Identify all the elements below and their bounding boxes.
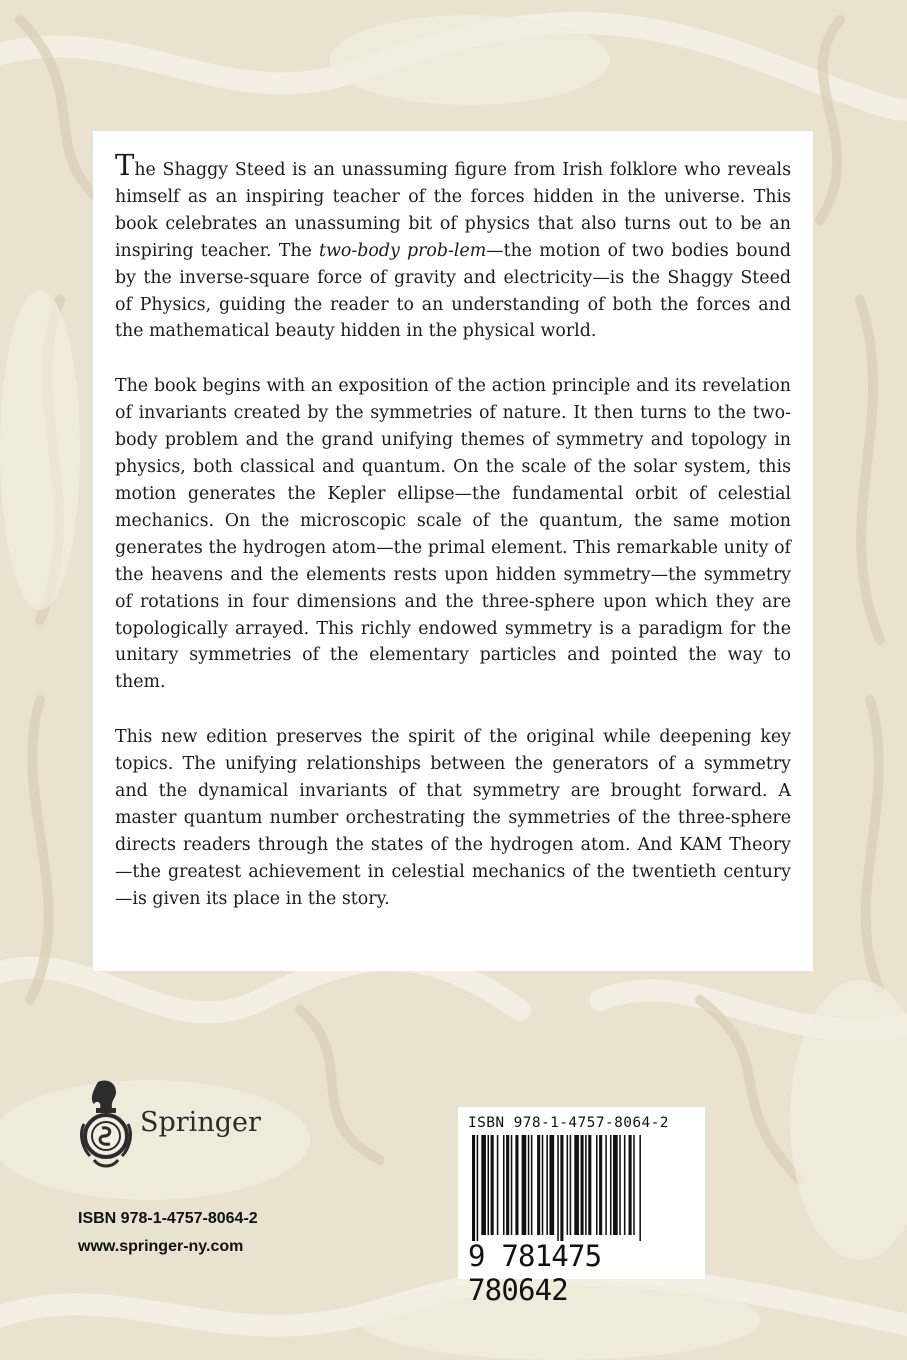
- barcode-bar: [619, 1135, 621, 1235]
- barcode-bar: [472, 1135, 475, 1241]
- barcode-bar: [596, 1135, 598, 1235]
- description-paragraph-2: The book begins with an exposition of the action principle and its revelation of invariants created by the symmetries of nature. It then turns to the two-body problem and the grand unifying themes of symmetry and topology in physics, both classical and quantum. On the scale of the solar system, this motion generates the Kepler ellipse—the fundamental orbit of celestial mechanics. On the microscopic scale of the quantum, the same motion generates the hydrogen atom—the primal element. This remarkable unity of the heavens and the elements rests upon hidden symmetry—the symmetry of rotations in four dimensions and the three-sphere upon which they are topologically arrayed. This richly endowed symmetry is a paradigm for the unitary symmetries of the elementary particles and pointed the way to them.: [115, 376, 791, 693]
- barcode-bar: [633, 1135, 635, 1235]
- barcode-bar: [624, 1135, 626, 1235]
- description-paragraph-3: This new edition preserves the spirit of the original while deepening key topics. The unifying relationships between the generators of a symmetry and the dynamical invariants of that symmetry are brought forward. A master quantum number orchestrating the symmetries of the three-sphere directs readers through the states of the hydrogen atom. And KAM Theory—the greatest achievement in celestial mechanics of the twentieth century—is given its place in the story.: [115, 727, 791, 909]
- barcode-bar: [581, 1135, 584, 1235]
- publisher-url: www.springer-ny.com: [78, 1238, 244, 1255]
- chess-knight-seal-icon: [76, 1078, 136, 1174]
- barcode-bar: [481, 1135, 486, 1235]
- barcode-bar: [506, 1135, 509, 1235]
- barcode-isbn-label: ISBN 978-1-4757-8064-2: [468, 1115, 669, 1131]
- description-panel: [93, 131, 813, 971]
- paragraph-1-italic-term: two-body prob-lem: [319, 240, 487, 261]
- barcode-bar: [522, 1135, 527, 1235]
- isbn-text: ISBN 978-1-4757-8064-2: [78, 1210, 258, 1227]
- barcode-bar: [610, 1135, 612, 1235]
- barcode-bar: [546, 1135, 548, 1235]
- barcode-bar: [557, 1135, 559, 1241]
- barcode-bar: [585, 1135, 587, 1235]
- barcode-digits: 9 781475 780642: [468, 1239, 602, 1307]
- barcode-bar: [503, 1135, 505, 1235]
- barcode-bar: [531, 1135, 533, 1235]
- barcode-bar: [570, 1135, 572, 1235]
- barcode-bar: [605, 1135, 607, 1235]
- barcode-bar: [629, 1135, 632, 1235]
- barcode-bar: [537, 1135, 540, 1235]
- paragraph-1-text-a: he Shaggy Steed is an unassuming figure from Irish folklore who reveals himself as an inspiring teacher of the forces hidden in the universe. This book celebrates an unassuming bit of physics that also turns out to be an inspiring teacher. The: [115, 160, 791, 261]
- barcode-panel: [458, 1107, 705, 1307]
- barcode-icon: [458, 1135, 705, 1241]
- barcode-bar: [560, 1135, 563, 1241]
- barcode-bar: [567, 1135, 569, 1235]
- paragraph-1-text-b: —the motion of two bodies bound by the inverse-square force of gravity and electricity—is the Shaggy Steed of Physics, guiding the reader to an understanding of both the forces and the mathematical beauty hidden in the physical world.: [115, 240, 792, 342]
- barcode-bar: [542, 1135, 544, 1235]
- publisher-name: Springer: [140, 1107, 261, 1138]
- barcode-bar: [613, 1135, 618, 1235]
- barcode-bar: [477, 1135, 479, 1241]
- barcode-bar: [488, 1135, 490, 1235]
- barcode-bar: [639, 1135, 641, 1241]
- barcode-bar: [588, 1135, 591, 1235]
- barcode-bar: [574, 1135, 579, 1235]
- barcode-bar: [491, 1135, 494, 1235]
- barcode-bar: [515, 1135, 518, 1235]
- drop-cap: T: [115, 148, 135, 182]
- barcode-bar: [550, 1135, 555, 1235]
- barcode-bar: [528, 1135, 530, 1235]
- description-paragraph-1: [115, 148, 792, 345]
- barcode-bar: [497, 1135, 499, 1235]
- barcode-bar: [511, 1135, 513, 1235]
- barcode-bar: [599, 1135, 602, 1235]
